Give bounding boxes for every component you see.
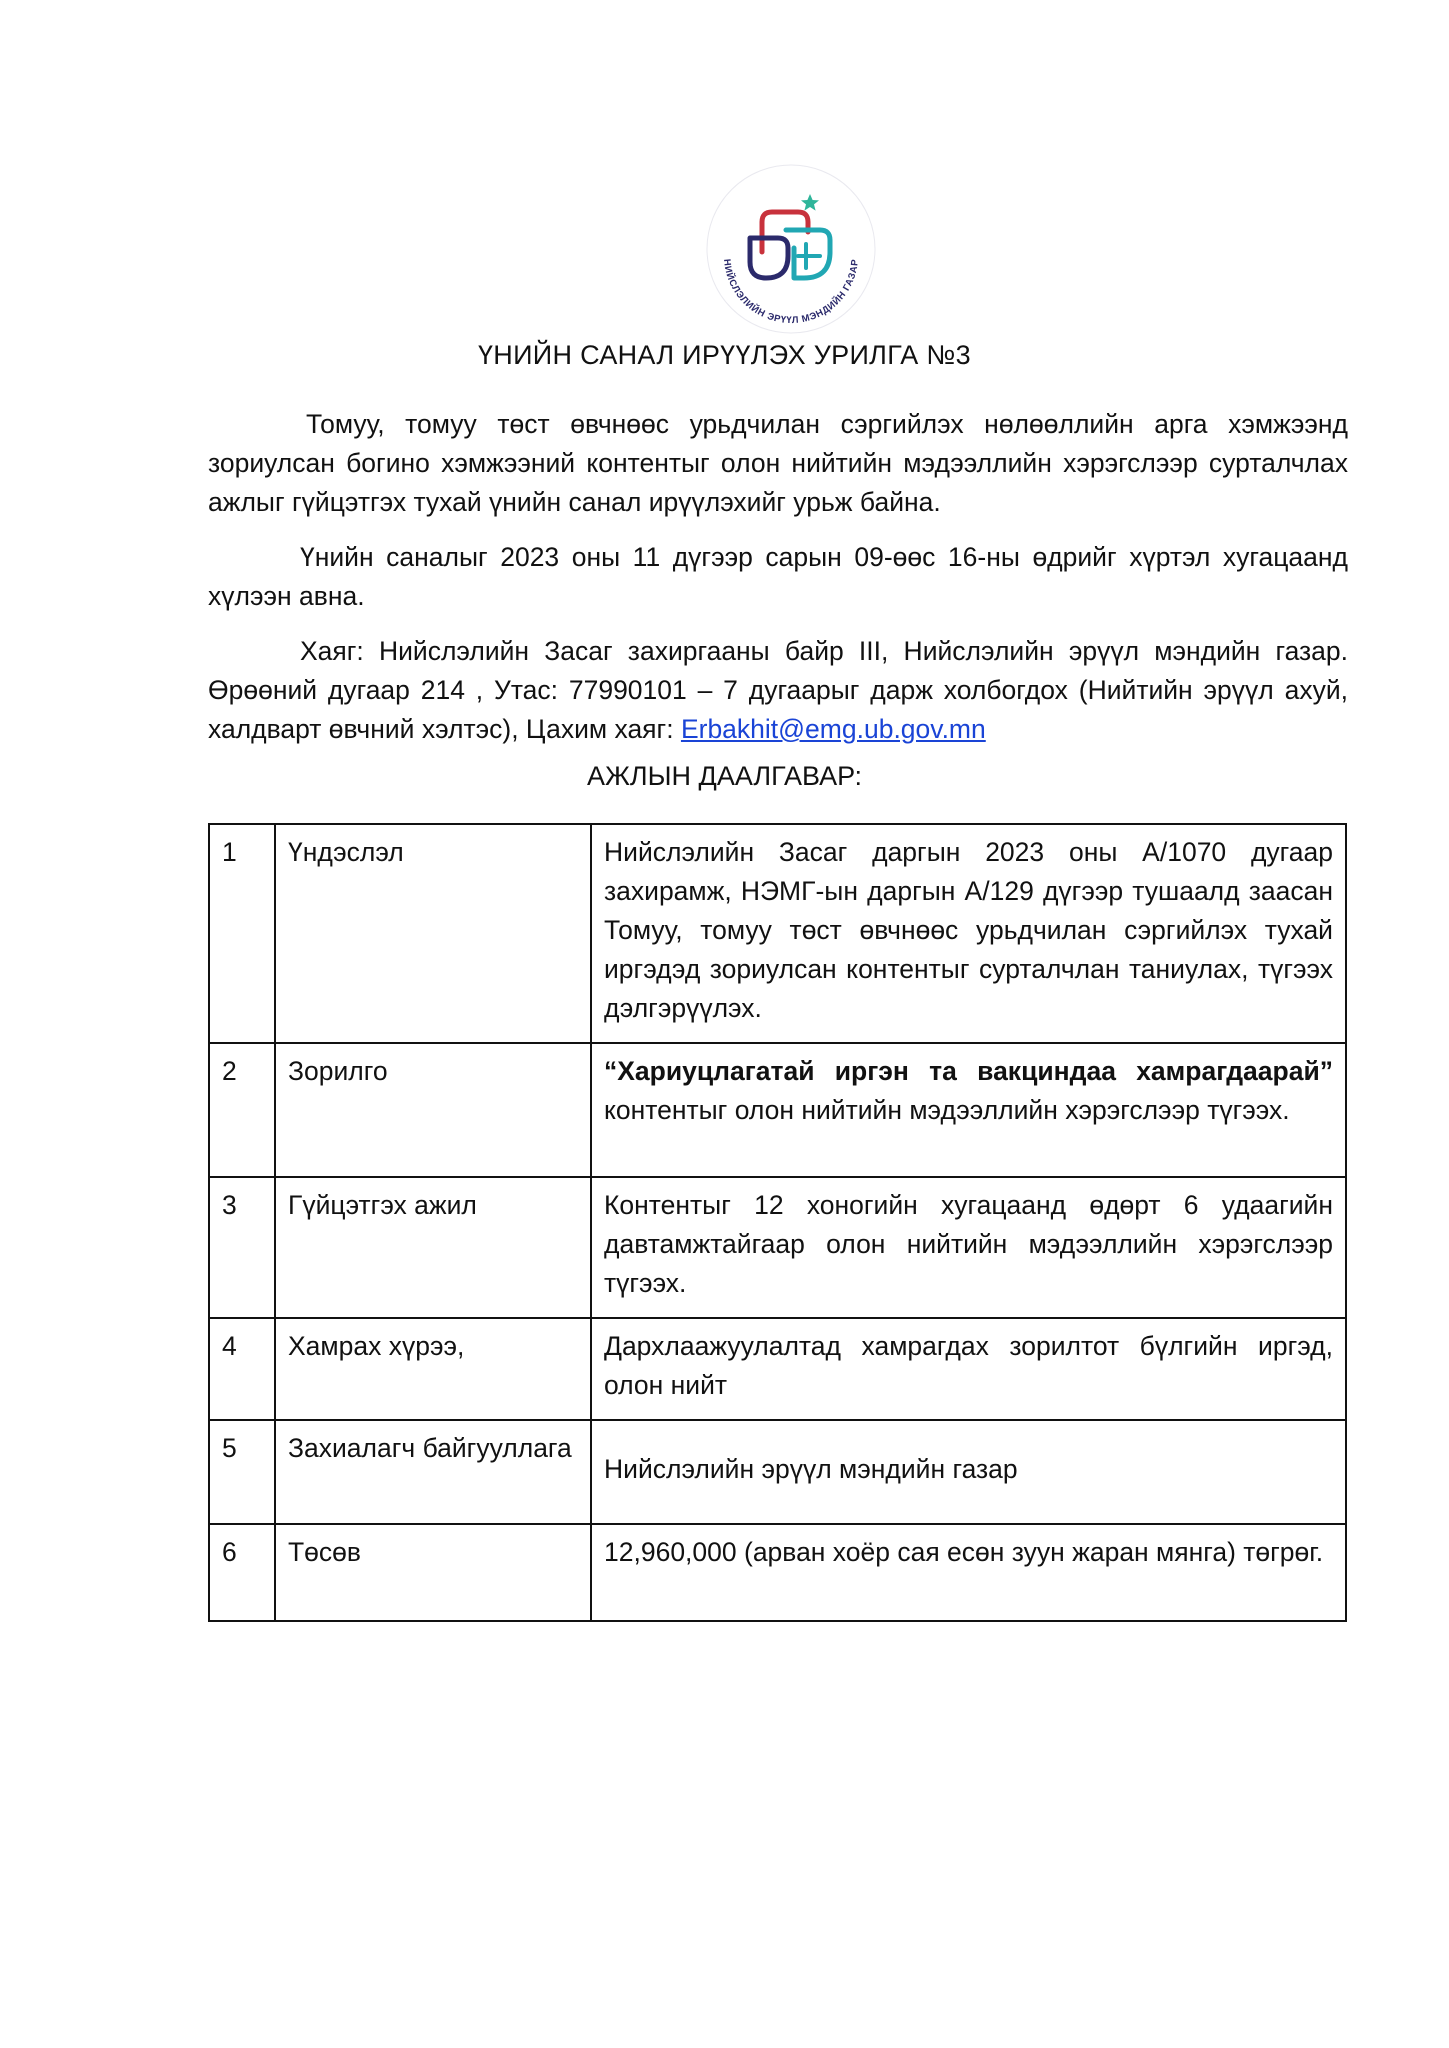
email-link[interactable]: Erbakhit@emg.ub.gov.mn bbox=[680, 714, 986, 744]
row-value-segment: Нийслэлийн эрүүл мэндийн газар bbox=[604, 1453, 1018, 1484]
table-row bbox=[209, 1177, 1346, 1318]
row-value-segment: Нийслэлийн Засаг даргын 2023 оны А/1070 дугаар захирамж, НЭМГ-ын даргын А/129 дүгээр тушаалд заасан Томуу, томуу төст өвчнөөс урьдчилан сэргийлэх тухай иргэдэд зориулсан контентыг сурталчлан таниулах, түгээх дэлгэрүүлэх. bbox=[604, 837, 1333, 1023]
table-row bbox=[209, 824, 1346, 1043]
row-number: 5 bbox=[209, 1420, 275, 1524]
row-number: 4 bbox=[209, 1318, 275, 1420]
row-label: Захиалагч байгууллага bbox=[275, 1420, 591, 1524]
address-text: Хаяг: Нийслэлийн Засаг захиргааны байр III, Нийслэлийн эрүүл мэндийн газар. Өрөөний дугаар 214 , Утас: 77990101 – 7 дугаарыг дарж холбогдох (Нийтийн эрүүл ахуй, халдварт өвчний хэлтэс), Цахим хаяг: bbox=[208, 636, 1348, 744]
row-value-segment: 12,960,000 (арван хоёр сая есөн зуун жаран мянга) төгрөг. bbox=[604, 1537, 1324, 1567]
address-paragraph bbox=[208, 632, 1348, 749]
row-value bbox=[591, 824, 1346, 1043]
task-subheading: АЖЛЫН ДААЛГАВАР: bbox=[586, 761, 863, 791]
row-value bbox=[591, 1318, 1346, 1420]
document-title: ҮНИЙН САНАЛ ИРҮҮЛЭХ УРИЛГА №3 bbox=[477, 340, 971, 370]
row-value bbox=[591, 1524, 1346, 1621]
table-row bbox=[209, 1043, 1346, 1177]
row-value-segment: Контентыг 12 хоногийн хугацаанд өдөрт 6 удаагийн давтамжтайгаар олон нийтийн мэдээллийн хэрэгслээр түгээх. bbox=[604, 1190, 1333, 1298]
row-value-segment: Дархлаажуулалтад хамрагдах зорилтот бүлгийн иргэд, олон нийт bbox=[604, 1331, 1333, 1400]
logo-ring-text: НИЙСЛЭЛИЙН ЭРҮҮЛ МЭНДИЙН ГАЗАР bbox=[720, 258, 861, 327]
table-row bbox=[209, 1420, 1346, 1524]
intro-paragraph: Томуу, томуу төст өвчнөөс урьдчилан сэргийлэх нөлөөллийн арга хэмжээнд зориулсан богино хэмжээний контентыг олон нийтийн мэдээллийн хэрэгслээр сурталчлах ажлыг гүйцэтгэх тухай үнийн санал ирүүлэхийг урьж байна. bbox=[208, 409, 1348, 517]
row-value-bold-segment: “Хариуцлагатай иргэн та вакциндаа хамрагдаарай” bbox=[604, 1056, 1333, 1086]
row-value bbox=[591, 1177, 1346, 1318]
row-number: 2 bbox=[209, 1043, 275, 1177]
row-value-segment: контентыг олон нийтийн мэдээллийн хэрэгслээр түгээх. bbox=[604, 1095, 1290, 1125]
row-value bbox=[591, 1043, 1346, 1177]
row-label: Төсөв bbox=[275, 1524, 591, 1621]
organization-logo bbox=[702, 160, 880, 338]
row-number: 1 bbox=[209, 824, 275, 1043]
row-label: Зорилго bbox=[275, 1043, 591, 1177]
deadline-paragraph: Үнийн саналыг 2023 оны 11 дүгээр сарын 09-өөс 16-ны өдрийг хүртэл хугацаанд хүлээн авна. bbox=[208, 542, 1348, 611]
row-number: 6 bbox=[209, 1524, 275, 1621]
task-table bbox=[208, 823, 1347, 1622]
row-value bbox=[591, 1420, 1346, 1524]
row-number: 3 bbox=[209, 1177, 275, 1318]
table-row bbox=[209, 1318, 1346, 1420]
row-label: Гүйцэтгэх ажил bbox=[275, 1177, 591, 1318]
row-label: Хамрах хүрээ, bbox=[275, 1318, 591, 1420]
table-row bbox=[209, 1524, 1346, 1621]
row-label: Үндэслэл bbox=[275, 824, 591, 1043]
